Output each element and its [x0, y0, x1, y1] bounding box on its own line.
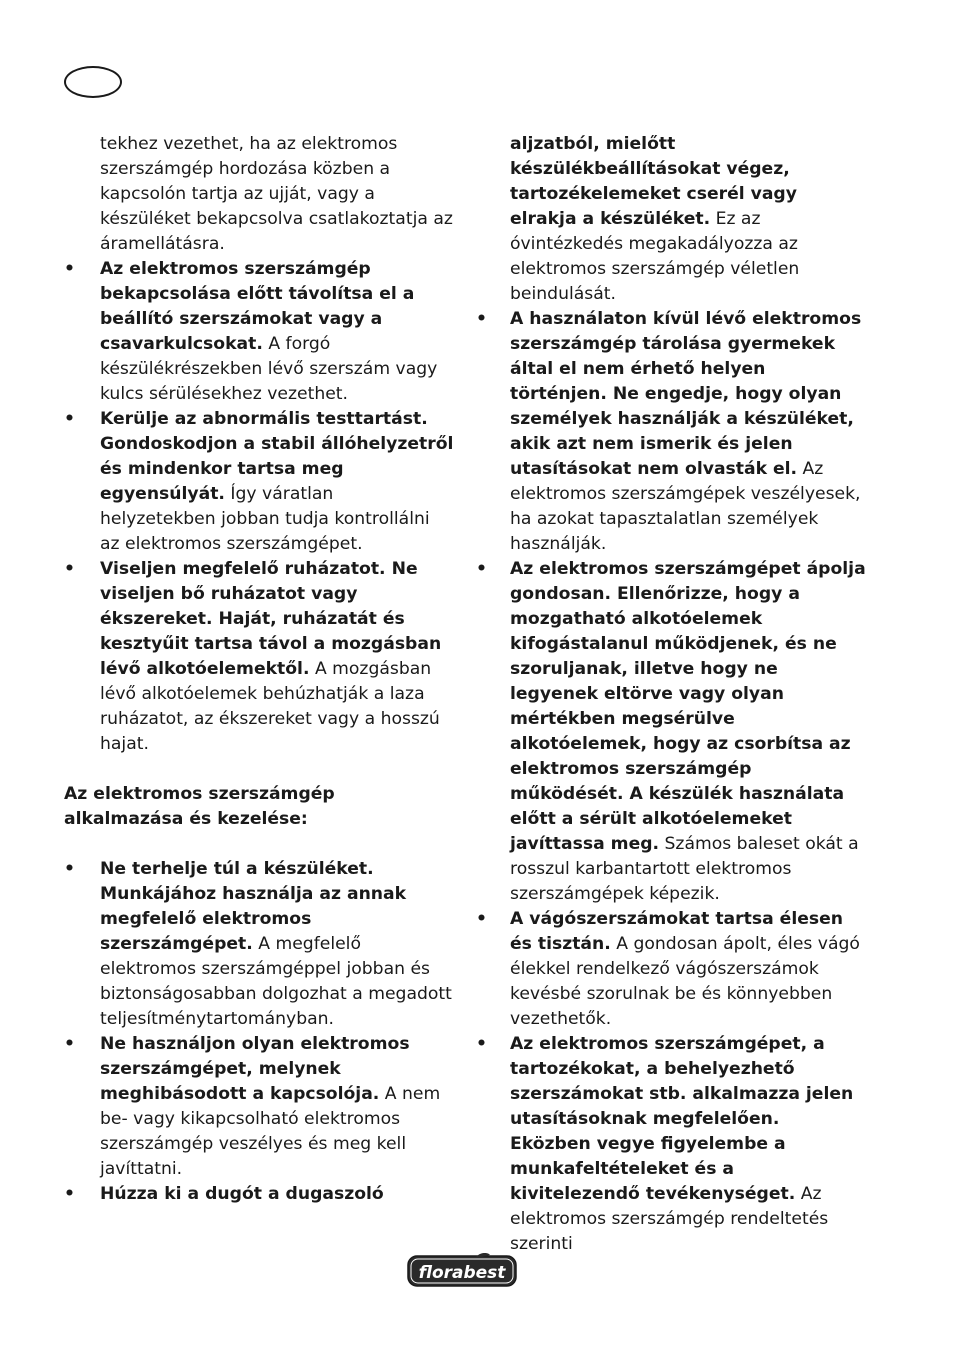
item-text: Az elektromos szerszámgép rendeltetés szerinti	[510, 1184, 829, 1254]
item-bold-text: Viseljen megfelelő ruházatot. Ne viseljen bő ruházatot vagy ékszereket. Haját, ruházatát és kesztyűit tartsa távol a mozgásban lévő alkotóelemektől.	[100, 559, 442, 679]
bullet-icon: •	[64, 1034, 75, 1054]
item-text: A megfelelő elektromos szerszámgéppel jobban és biztonságosabban dolgozhat a megadott teljesítménytartományban.	[100, 934, 452, 1029]
left-column	[64, 132, 454, 1207]
bullet-icon: •	[64, 259, 75, 279]
item-bold-text: Az elektromos szerszámgépet ápolja gondosan. Ellenőrizze, hogy a mozgatható alkotóelemek kifogástalanul működjenek, és ne szoruljanak, illetve hogy ne legyenek eltörve vagy olyan mértékben megsérülve alkotóelemek, hogy az csorbítsa az elektromos szerszámgép működését. A készülék használata előtt a sérült alkotóelemeket javíttassa meg.	[510, 559, 866, 854]
bullet-icon: •	[64, 859, 75, 879]
list-item	[64, 257, 454, 407]
continuation-paragraph: aljzatból, mielőtt készülékbeállításokat végez, tartozékelemeket cserél vagy elrakja a készüléket. Ez az óvintézkedés megakadályozza az elektromos szerszámgép véletlen beindulását.	[510, 134, 800, 304]
florabest-logo	[406, 1253, 518, 1289]
right-column	[474, 132, 866, 1257]
bullet-icon: •	[476, 1034, 487, 1054]
list-item	[474, 907, 866, 1032]
item-bold-text: Húzza ki a dugót a dugaszoló	[100, 1184, 384, 1204]
logo-text: florabest	[418, 1263, 506, 1283]
list-item	[64, 1032, 454, 1182]
section-heading: Az elektromos szerszámgép alkalmazása és kezelése:	[64, 784, 335, 829]
bullet-icon: •	[64, 409, 75, 429]
spacer	[64, 832, 454, 857]
list-item	[64, 857, 454, 1032]
item-text: Így váratlan helyzetekben jobban tudja kontrollálni az elektromos szerszámgépet.	[100, 484, 430, 554]
item-text: A gondosan ápolt, éles vágó élekkel rendelkező vágószerszámok kevésbé szorulnak be és könnyebben vezethetők.	[510, 934, 860, 1029]
bullet-icon: •	[476, 309, 487, 329]
item-text: A forgó készülékrészekben lévő szerszám vagy kulcs sérülésekhez vezethet.	[100, 334, 438, 404]
item-bold-text: Kerülje az abnormális testtartást. Gondoskodjon a stabil állóhelyzetről és mindenkor tartsa meg egyensúlyát.	[100, 409, 454, 504]
language-badge-oval	[64, 66, 122, 98]
list-item	[474, 307, 866, 557]
item-text: Az elektromos szerszámgépek veszélyesek, ha azokat tapasztalatlan személyek használják.	[510, 459, 861, 554]
bullet-icon: •	[64, 1184, 75, 1204]
bullet-icon: •	[64, 559, 75, 579]
item-text: A nem be- vagy kikapcsolható elektromos szerszámgép veszélyes és meg kell javíttatni.	[100, 1084, 441, 1179]
list-item	[64, 407, 454, 557]
item-bold-text: A vágószerszámokat tartsa élesen és tisztán.	[510, 909, 843, 954]
bullet-icon: •	[476, 559, 487, 579]
list-item	[64, 557, 454, 757]
list-item	[474, 557, 866, 907]
item-bold-text: A használaton kívül lévő elektromos szerszámgép tárolása gyermekek által el nem érhető helyen történjen. Ne engedje, hogy olyan személyek használják a készüléket, akik azt nem ismerik és jelen utasításokat nem olvasták el.	[510, 309, 862, 479]
bullet-icon: •	[476, 909, 487, 929]
list-item	[474, 1032, 866, 1257]
list-item	[64, 1182, 454, 1207]
item-bold-text: Ne terhelje túl a készüléket. Munkájához használja az annak megfelelő elektromos szerszámgépet.	[100, 859, 407, 954]
item-text: A mozgásban lévő alkotóelemek behúzhatják a laza ruházatot, az ékszereket vagy a hosszú hajat.	[100, 659, 440, 754]
continuation-paragraph: tekhez vezethet, ha az elektromos szerszámgép hordozása közben a kapcsolón tartja az ujját, vagy a készüléket bekapcsolva csatlakoztatja az áramellátásra.	[100, 134, 453, 254]
item-bold-text: Ne használjon olyan elektromos szerszámgépet, melynek meghibásodott a kapcsolója.	[100, 1034, 410, 1104]
item-bold-text: Az elektromos szerszámgépet, a tartozékokat, a behelyezhető szerszámokat stb. alkalmazza jelen utasításoknak megfelelően. Eközben vegye figyelembe a munkafeltételeket és a kivitelezendő tevékenységet.	[510, 1034, 854, 1204]
item-text: Számos baleset okát a rosszul karbantartott elektromos szerszámgépek képezik.	[510, 834, 859, 904]
item-bold-text: Az elektromos szerszámgép bekapcsolása előtt távolítsa el a beállító szerszámokat vagy a csavarkulcsokat.	[100, 259, 415, 354]
